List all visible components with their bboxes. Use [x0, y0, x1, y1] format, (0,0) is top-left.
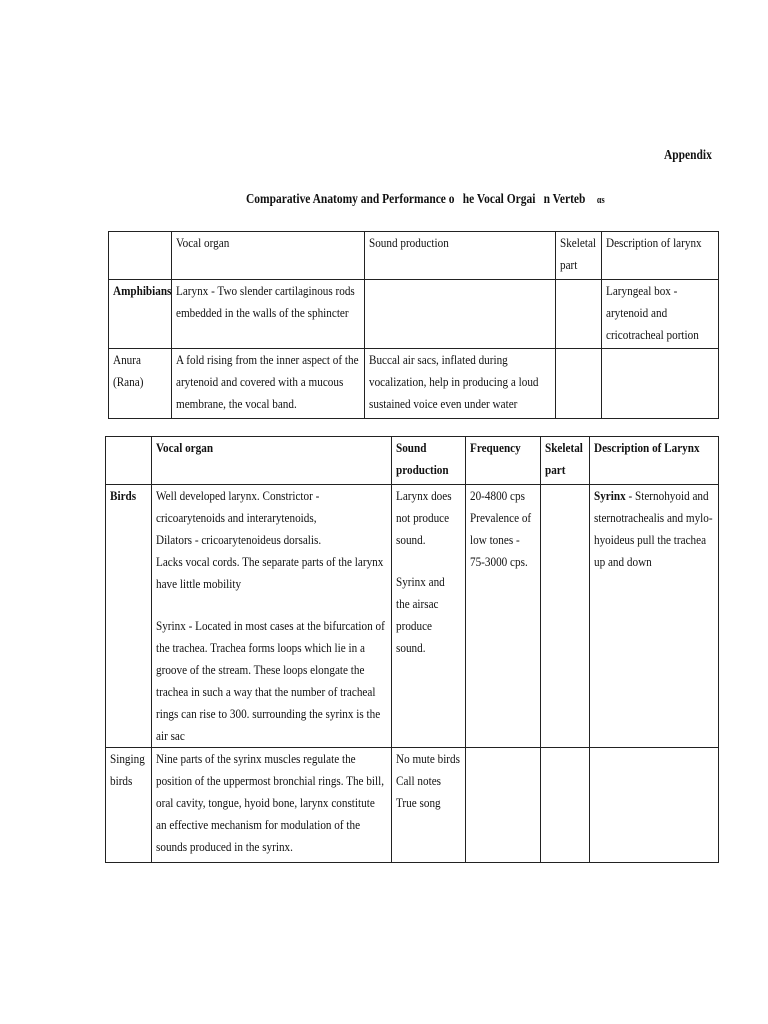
table-header-row	[109, 232, 719, 280]
table-cell	[152, 485, 392, 748]
song-type-item: True song	[396, 795, 441, 810]
table-header-cell: Description of larynx	[602, 232, 719, 280]
appendix-label: Appendix	[664, 148, 712, 163]
table-header-cell: Skeletal part	[556, 232, 602, 280]
table-row	[106, 485, 719, 748]
table-cell	[466, 748, 541, 863]
table-cell: Larynx - Two slender cartilaginous rods embedded in the walls of the sphincter	[172, 280, 365, 349]
table-cell	[556, 280, 602, 349]
syrinx-term: Syrinx	[594, 488, 626, 503]
larynx-sound-text: Larynx does not produce sound.	[396, 488, 452, 547]
table-cell	[392, 485, 466, 748]
table-header-cell: Sound production	[392, 437, 466, 485]
page-title	[246, 192, 605, 208]
row-group-label: Amphibians	[109, 280, 172, 349]
table-cell: Nine parts of the syrinx muscles regulate the position of the uppermost bronchial rings. The bill, oral cavity, tongue, hyoid bone, larynx constitute an effective mechanism for modulation of the sounds produced in the syrinx.	[152, 748, 392, 863]
title-part-1: Comparative Anatomy and Performance o	[246, 192, 455, 207]
table-header-cell: Vocal organ	[152, 437, 392, 485]
birds-syrinx-text: Syrinx - Located in most cases at the bifurcation of the trachea. Trachea forms loops which lie in a groove of the stream. These loops elongate the trachea in such a way that the number of tracheal rings can rise to 300. surrounding the syrinx is the air sac	[156, 618, 385, 743]
title-part-3: n Verteb	[543, 192, 586, 207]
table-header-row	[106, 437, 719, 485]
amphibians-table	[108, 231, 719, 419]
birds-larynx-text: Well developed larynx. Constrictor - cricoarytenoids and interarytenoids,	[156, 488, 320, 525]
table-cell	[602, 349, 719, 419]
row-group-label: Birds	[106, 485, 152, 748]
row-group-label: Singing birds	[106, 748, 152, 863]
table-cell: A fold rising from the inner aspect of the arytenoid and covered with a mucous membrane, the vocal band.	[172, 349, 365, 419]
table-header-cell	[106, 437, 152, 485]
birds-dilators-text: Dilators - cricoarytenoideus dorsalis.	[156, 532, 322, 547]
table-header-cell	[109, 232, 172, 280]
title-part-2: he Vocal Orgai	[462, 192, 536, 207]
table-cell	[590, 748, 719, 863]
table-header-cell: Skeletal part	[541, 437, 590, 485]
song-type-item: No mute birds	[396, 751, 460, 766]
table-cell	[556, 349, 602, 419]
row-group-label: Anura (Rana)	[109, 349, 172, 419]
table-cell	[590, 485, 719, 748]
table-cell: 20-4800 cps Prevalence of low tones - 75-3000 cps.	[466, 485, 541, 748]
syrinx-sound-text: Syrinx and the airsac produce sound.	[396, 574, 445, 655]
table-row	[109, 280, 719, 349]
table-cell	[541, 748, 590, 863]
birds-table	[105, 436, 719, 863]
table-cell	[541, 485, 590, 748]
table-row	[106, 748, 719, 863]
table-header-cell: Vocal organ	[172, 232, 365, 280]
title-part-4: αs	[596, 195, 605, 206]
table-cell: Buccal air sacs, inflated during vocalization, help in producing a loud sustained voice even under water	[365, 349, 556, 419]
table-cell: Laryngeal box - arytenoid and cricotracheal portion	[602, 280, 719, 349]
birds-vocal-cords-text: Lacks vocal cords. The separate parts of the larynx have little mobility	[156, 554, 384, 591]
table-header-cell: Frequency	[466, 437, 541, 485]
table-header-cell: Description of Larynx	[590, 437, 719, 485]
table-row	[109, 349, 719, 419]
table-header-cell: Sound production	[365, 232, 556, 280]
song-type-item: Call notes	[396, 773, 442, 788]
table-cell	[392, 748, 466, 863]
syrinx-description: - Sternohyoid and sternotrachealis and mylo-hyoideus pull the trachea up and down	[594, 488, 713, 569]
table-cell	[365, 280, 556, 349]
